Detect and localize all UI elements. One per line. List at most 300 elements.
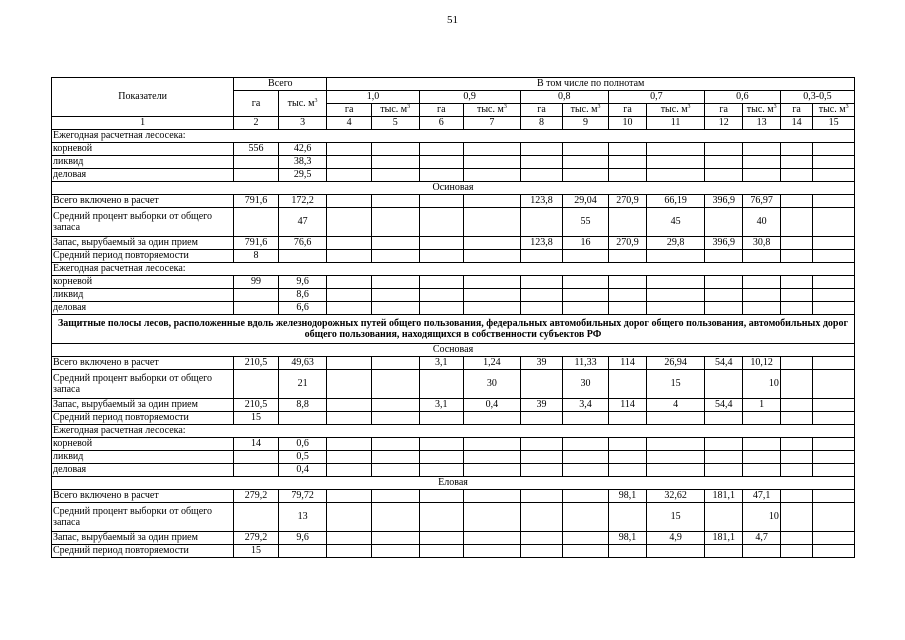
empty-cell (704, 289, 742, 302)
empty-cell (327, 169, 372, 182)
value-cell: 210,5 (234, 399, 279, 412)
ha-value: 556 (234, 143, 279, 156)
empty-cell (608, 412, 646, 425)
column-number: 12 (704, 117, 742, 130)
value-cell (419, 490, 464, 503)
unit-label: тыс. м (570, 104, 598, 116)
row-label: ликвид (52, 156, 234, 169)
empty-cell (813, 438, 855, 451)
header-indicators: Показатели (52, 78, 234, 117)
repeat-period-row (52, 545, 855, 558)
avg-percent-row (52, 370, 855, 399)
species-row-aspen (52, 182, 855, 195)
value-cell: 791,6 (234, 195, 279, 208)
value-cell (464, 503, 521, 532)
repeat-period-row (52, 412, 855, 425)
empty-cell (327, 156, 372, 169)
empty-cell (647, 545, 705, 558)
header-thousand-m3 (813, 104, 855, 117)
value-cell (813, 490, 855, 503)
value-cell (520, 208, 563, 237)
annual-cut-title-row (52, 425, 855, 438)
empty-cell (743, 451, 780, 464)
value-cell: 13 (278, 503, 327, 532)
empty-cell (371, 438, 419, 451)
empty-cell (520, 412, 563, 425)
value-cell: 29,04 (563, 195, 609, 208)
value-cell: 9,6 (278, 532, 327, 545)
value-cell: 123,8 (520, 195, 563, 208)
value-cell (813, 357, 855, 370)
empty-cell (704, 412, 742, 425)
value-cell: 30 (563, 370, 609, 399)
empty-cell (464, 250, 521, 263)
value-cell (327, 357, 372, 370)
column-number-row (52, 117, 855, 130)
value-cell (371, 357, 419, 370)
m3-value: 42,6 (278, 143, 327, 156)
header-ha: га (234, 91, 279, 117)
value-cell: 15 (647, 503, 705, 532)
value-cell: 210,5 (234, 357, 279, 370)
value-cell: 47 (278, 208, 327, 237)
empty-cell (520, 250, 563, 263)
empty-cell (464, 451, 521, 464)
empty-cell (520, 451, 563, 464)
empty-cell (704, 156, 742, 169)
empty-cell (464, 143, 521, 156)
unit-superscript: 3 (314, 97, 318, 104)
empty-cell (371, 451, 419, 464)
value-cell (520, 532, 563, 545)
value-cell (563, 532, 609, 545)
table-header (52, 78, 855, 130)
empty-cell (647, 143, 705, 156)
header-density: 0,3-0,5 (780, 91, 854, 104)
empty-cell (371, 464, 419, 477)
empty-cell (327, 438, 372, 451)
empty-cell (704, 169, 742, 182)
column-number: 14 (780, 117, 812, 130)
empty-cell (647, 438, 705, 451)
value-cell: 40 (743, 208, 780, 237)
empty-cell (371, 289, 419, 302)
value-cell: 4,7 (743, 532, 780, 545)
empty-cell (464, 302, 521, 315)
row-label: Средний процент выборки от общего запаса (52, 503, 234, 532)
empty-cell (563, 289, 609, 302)
empty-cell (704, 545, 742, 558)
ha-value (234, 451, 279, 464)
empty-cell (563, 412, 609, 425)
value-cell: 1 (743, 399, 780, 412)
empty-cell (608, 451, 646, 464)
row-label: деловая (52, 464, 234, 477)
total-included-row (52, 357, 855, 370)
value-cell: 54,4 (704, 399, 742, 412)
empty-cell (743, 289, 780, 302)
harvest-stock-row (52, 399, 855, 412)
empty-cell (327, 250, 372, 263)
empty-cell (464, 438, 521, 451)
value-cell: 181,1 (704, 532, 742, 545)
empty-cell (608, 438, 646, 451)
empty-cell (780, 464, 812, 477)
empty-cell (813, 464, 855, 477)
empty-cell (520, 169, 563, 182)
value-cell: 15 (647, 370, 705, 399)
empty-cell (608, 143, 646, 156)
value-cell: 114 (608, 357, 646, 370)
value-cell (371, 532, 419, 545)
value-cell (813, 503, 855, 532)
empty-cell (371, 302, 419, 315)
empty-cell (563, 464, 609, 477)
row-label: ликвид (52, 451, 234, 464)
m3-value: 0,6 (278, 438, 327, 451)
period-value: 15 (234, 412, 279, 425)
species-title: Еловая (52, 477, 855, 490)
empty-cell (327, 302, 372, 315)
column-number: 5 (371, 117, 419, 130)
value-cell: 791,6 (234, 237, 279, 250)
value-cell (234, 370, 279, 399)
row-label: корневой (52, 143, 234, 156)
value-cell (520, 503, 563, 532)
ha-value (234, 464, 279, 477)
value-cell (563, 490, 609, 503)
header-density: 0,8 (520, 91, 608, 104)
value-cell (813, 208, 855, 237)
empty-cell (563, 438, 609, 451)
column-number: 15 (813, 117, 855, 130)
value-cell: 3,1 (419, 399, 464, 412)
row-label: Средний процент выборки от общего запаса (52, 208, 234, 237)
empty-cell (563, 302, 609, 315)
empty-cell (371, 276, 419, 289)
empty-cell (464, 169, 521, 182)
empty-cell (419, 545, 464, 558)
column-number: 3 (278, 117, 327, 130)
empty-cell (371, 169, 419, 182)
harvest-stock-row (52, 532, 855, 545)
empty-cell (813, 302, 855, 315)
value-cell (780, 490, 812, 503)
value-cell: 3,4 (563, 399, 609, 412)
forest-cut-table (51, 77, 855, 558)
ha-value (234, 289, 279, 302)
empty-cell (743, 276, 780, 289)
value-cell (813, 399, 855, 412)
value-cell (780, 399, 812, 412)
empty-cell (780, 438, 812, 451)
annual-cut-row (52, 169, 855, 182)
empty-cell (813, 545, 855, 558)
value-cell: 270,9 (608, 195, 646, 208)
header-thousand-m3 (464, 104, 521, 117)
empty-cell (743, 156, 780, 169)
value-cell: 54,4 (704, 357, 742, 370)
empty-cell (419, 289, 464, 302)
empty-cell (743, 545, 780, 558)
empty-cell (743, 412, 780, 425)
value-cell (371, 370, 419, 399)
value-cell: 55 (563, 208, 609, 237)
value-cell (327, 532, 372, 545)
empty-cell (464, 545, 521, 558)
empty-cell (813, 276, 855, 289)
zone-title: Защитные полосы лесов, расположенные вдоль железнодорожных путей общего пользования, федеральных автомобильных дорог общего пользования, автомобильных дорог общего пользования, находящихся в собственности субъектов РФ (52, 315, 855, 344)
value-cell (780, 370, 812, 399)
empty-cell (813, 451, 855, 464)
empty-cell (419, 276, 464, 289)
annual-cut-row (52, 451, 855, 464)
value-cell (813, 195, 855, 208)
value-cell: 123,8 (520, 237, 563, 250)
header-density: 0,6 (704, 91, 780, 104)
value-cell: 10 (743, 370, 780, 399)
empty-cell (780, 412, 812, 425)
empty-cell (780, 451, 812, 464)
empty-cell (780, 289, 812, 302)
unit-superscript: 3 (773, 104, 777, 111)
value-cell: 10,12 (743, 357, 780, 370)
ha-value (234, 156, 279, 169)
unit-label: тыс. м (380, 104, 408, 116)
value-cell: 4 (647, 399, 705, 412)
empty-cell (704, 451, 742, 464)
value-cell (608, 208, 646, 237)
empty-cell (371, 412, 419, 425)
row-label: корневой (52, 276, 234, 289)
empty-cell (704, 143, 742, 156)
m3-value: 29,5 (278, 169, 327, 182)
column-number: 8 (520, 117, 563, 130)
value-cell (780, 237, 812, 250)
value-cell (371, 399, 419, 412)
empty-cell (780, 545, 812, 558)
value-cell: 98,1 (608, 490, 646, 503)
empty-cell (780, 250, 812, 263)
value-cell (419, 370, 464, 399)
value-cell (419, 503, 464, 532)
value-cell (419, 195, 464, 208)
empty-cell (704, 276, 742, 289)
period-value: 8 (234, 250, 279, 263)
empty-cell (278, 545, 327, 558)
empty-cell (647, 156, 705, 169)
empty-cell (780, 169, 812, 182)
annual-cut-row (52, 289, 855, 302)
value-cell: 66,19 (647, 195, 705, 208)
empty-cell (464, 289, 521, 302)
header-thousand-m3 (563, 104, 609, 117)
column-number: 9 (563, 117, 609, 130)
m3-value: 8,6 (278, 289, 327, 302)
annual-cut-row (52, 156, 855, 169)
empty-cell (647, 289, 705, 302)
unit-label: тыс. м (287, 97, 315, 109)
value-cell (813, 532, 855, 545)
value-cell (464, 195, 521, 208)
value-cell (704, 208, 742, 237)
empty-cell (419, 464, 464, 477)
empty-cell (371, 156, 419, 169)
value-cell: 45 (647, 208, 705, 237)
empty-cell (813, 412, 855, 425)
value-cell: 30,8 (743, 237, 780, 250)
section-title: Ежегодная расчетная лесосека: (52, 130, 855, 143)
empty-cell (563, 545, 609, 558)
m3-value: 38,3 (278, 156, 327, 169)
header-density: 0,7 (608, 91, 704, 104)
value-cell: 181,1 (704, 490, 742, 503)
empty-cell (647, 302, 705, 315)
value-cell (464, 532, 521, 545)
empty-cell (464, 412, 521, 425)
empty-cell (743, 302, 780, 315)
row-label: Всего включено в расчет (52, 490, 234, 503)
empty-cell (563, 169, 609, 182)
empty-cell (520, 438, 563, 451)
empty-cell (608, 276, 646, 289)
value-cell: 16 (563, 237, 609, 250)
value-cell (464, 208, 521, 237)
species-row-spruce (52, 477, 855, 490)
value-cell: 10 (743, 503, 780, 532)
annual-cut-row (52, 143, 855, 156)
value-cell (371, 237, 419, 250)
empty-cell (813, 250, 855, 263)
empty-cell (520, 464, 563, 477)
empty-cell (704, 250, 742, 263)
avg-percent-row (52, 208, 855, 237)
row-label: Запас, вырубаемый за один прием (52, 532, 234, 545)
column-number: 4 (327, 117, 372, 130)
empty-cell (647, 276, 705, 289)
annual-cut-row (52, 438, 855, 451)
value-cell: 39 (520, 399, 563, 412)
empty-cell (563, 250, 609, 263)
empty-cell (608, 464, 646, 477)
unit-superscript: 3 (407, 104, 411, 111)
row-label: Всего включено в расчет (52, 195, 234, 208)
value-cell (780, 208, 812, 237)
empty-cell (419, 412, 464, 425)
ha-value: 99 (234, 276, 279, 289)
value-cell: 49,63 (278, 357, 327, 370)
species-title: Осиновая (52, 182, 855, 195)
value-cell (327, 195, 372, 208)
empty-cell (327, 412, 372, 425)
empty-cell (743, 169, 780, 182)
unit-superscript: 3 (503, 104, 507, 111)
empty-cell (419, 451, 464, 464)
empty-cell (608, 250, 646, 263)
header-ha: га (780, 104, 812, 117)
header-ha: га (608, 104, 646, 117)
period-value: 15 (234, 545, 279, 558)
column-number: 6 (419, 117, 464, 130)
m3-value: 9,6 (278, 276, 327, 289)
header-total: Всего (234, 78, 327, 91)
empty-cell (563, 156, 609, 169)
empty-cell (520, 302, 563, 315)
empty-cell (327, 451, 372, 464)
empty-cell (327, 276, 372, 289)
row-label: Запас, вырубаемый за один прием (52, 237, 234, 250)
empty-cell (647, 464, 705, 477)
species-title: Сосновая (52, 344, 855, 357)
empty-cell (327, 289, 372, 302)
value-cell: 98,1 (608, 532, 646, 545)
value-cell (780, 195, 812, 208)
unit-label: тыс. м (818, 104, 846, 116)
value-cell (813, 370, 855, 399)
header-ha: га (327, 104, 372, 117)
value-cell: 0,4 (464, 399, 521, 412)
empty-cell (813, 289, 855, 302)
value-cell (419, 237, 464, 250)
value-cell (371, 503, 419, 532)
empty-cell (563, 451, 609, 464)
header-ha: га (520, 104, 563, 117)
value-cell (371, 195, 419, 208)
value-cell (563, 503, 609, 532)
header-thousand-m3 (371, 104, 419, 117)
empty-cell (520, 276, 563, 289)
value-cell (780, 503, 812, 532)
value-cell (234, 503, 279, 532)
empty-cell (608, 545, 646, 558)
value-cell (704, 503, 742, 532)
empty-cell (743, 143, 780, 156)
repeat-period-row (52, 250, 855, 263)
value-cell (464, 490, 521, 503)
empty-cell (327, 143, 372, 156)
value-cell (327, 237, 372, 250)
harvest-stock-row (52, 237, 855, 250)
unit-superscript: 3 (597, 104, 601, 111)
unit-label: тыс. м (660, 104, 688, 116)
value-cell (327, 370, 372, 399)
value-cell: 79,72 (278, 490, 327, 503)
value-cell: 114 (608, 399, 646, 412)
value-cell: 396,9 (704, 237, 742, 250)
ha-value: 14 (234, 438, 279, 451)
row-label: Запас, вырубаемый за один прием (52, 399, 234, 412)
column-number: 1 (52, 117, 234, 130)
row-label: Средний период повторяемости (52, 412, 234, 425)
header-ha: га (419, 104, 464, 117)
value-cell (419, 208, 464, 237)
empty-cell (743, 438, 780, 451)
annual-cut-row (52, 302, 855, 315)
row-label: корневой (52, 438, 234, 451)
empty-cell (464, 276, 521, 289)
header-thousand-m3 (743, 104, 780, 117)
row-label: Средний процент выборки от общего запаса (52, 370, 234, 399)
empty-cell (647, 451, 705, 464)
empty-cell (563, 143, 609, 156)
row-label: ликвид (52, 289, 234, 302)
empty-cell (520, 143, 563, 156)
empty-cell (780, 156, 812, 169)
empty-cell (419, 250, 464, 263)
value-cell: 1,24 (464, 357, 521, 370)
value-cell (520, 490, 563, 503)
value-cell: 29,8 (647, 237, 705, 250)
